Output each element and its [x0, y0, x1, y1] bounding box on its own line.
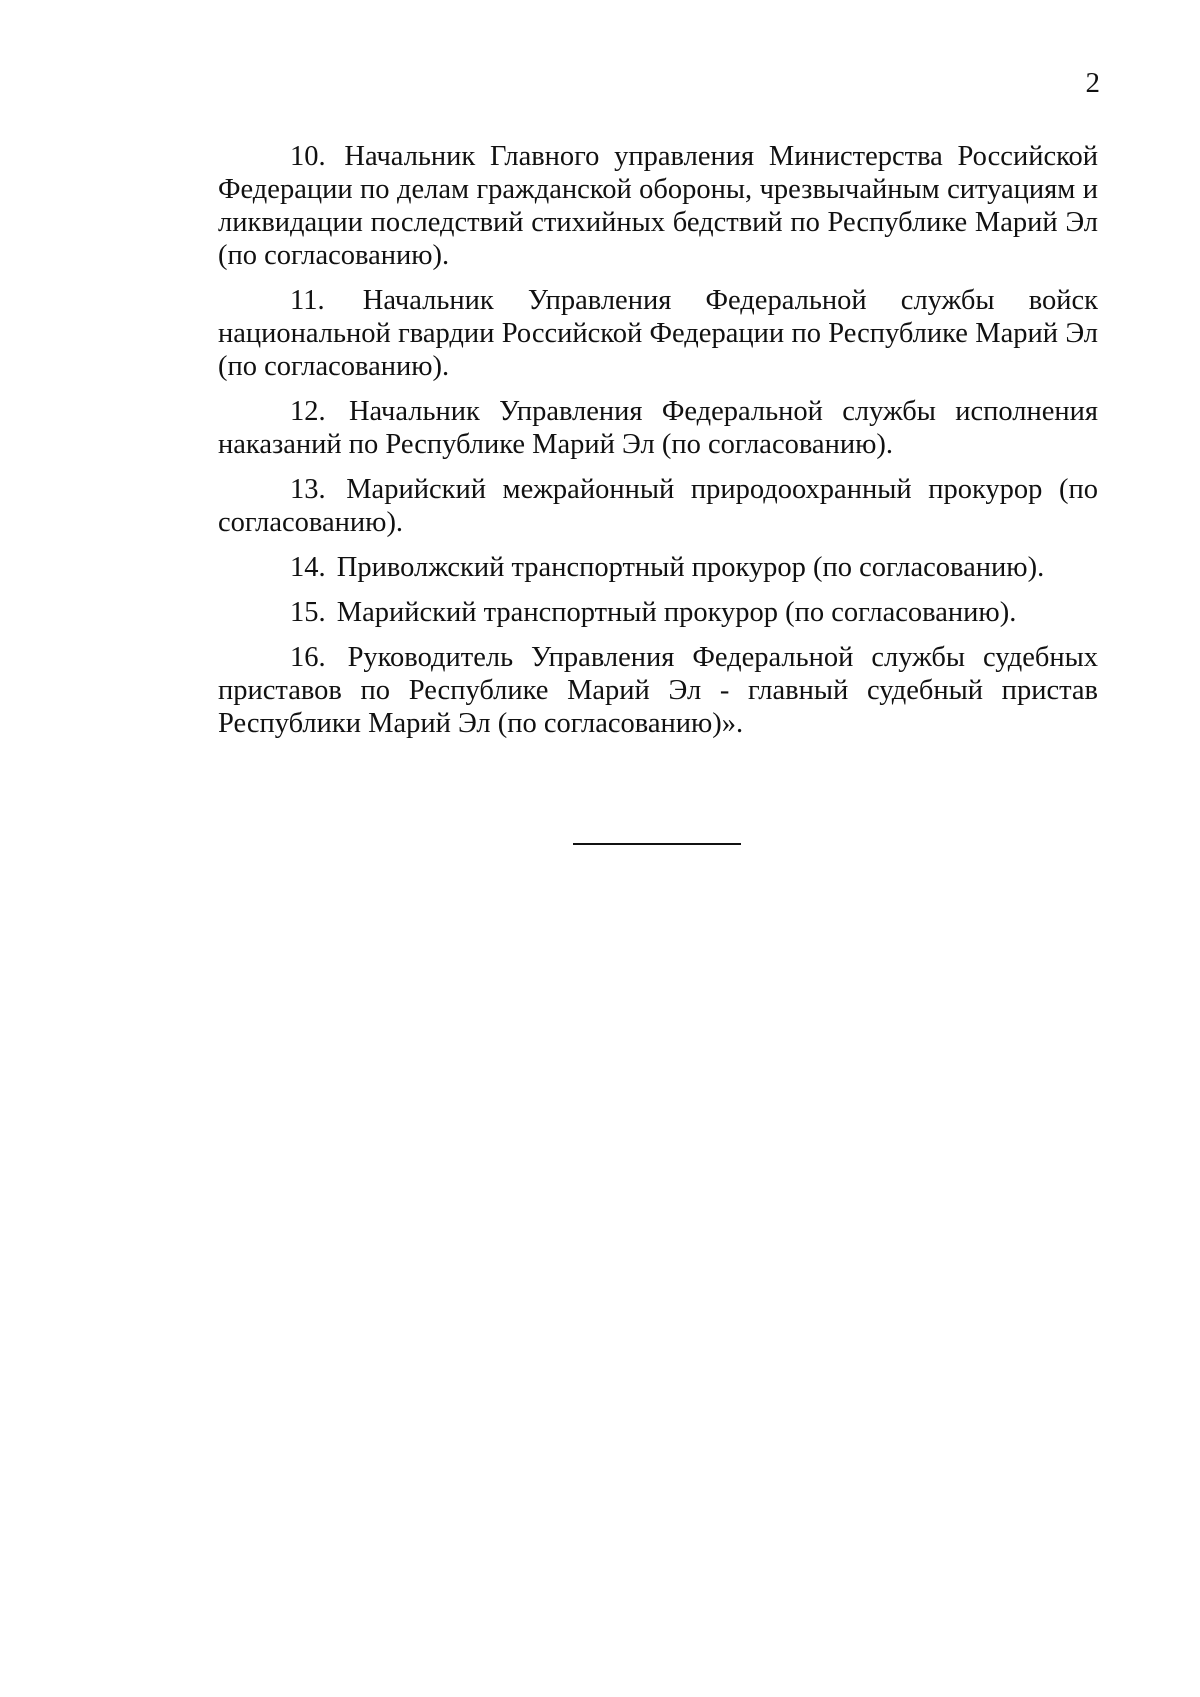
item-number: 15. — [290, 597, 326, 628]
list-item-15 — [218, 596, 1098, 629]
page-number: 2 — [1085, 67, 1100, 99]
list-item-16 — [218, 641, 1098, 740]
end-of-document-rule — [573, 843, 741, 845]
list-item-13 — [218, 473, 1098, 539]
item-text: Приволжский транспортный прокурор (по согласованию). — [336, 552, 1045, 583]
item-number: 10. — [290, 141, 326, 172]
item-text: Руководитель Управления Федеральной службы судебных приставов по Республике Марий Эл - главный судебный пристав Республики Марий Эл (по согласованию)». — [218, 642, 1098, 739]
document-body — [218, 140, 1098, 752]
item-text: Марийский транспортный прокурор (по согласованию). — [336, 597, 1017, 628]
item-number: 13. — [290, 474, 326, 505]
item-text: Начальник Управления Федеральной службы исполнения наказаний по Республике Марий Эл (по согласованию). — [218, 396, 1098, 460]
item-number: 16. — [290, 642, 326, 673]
item-number: 12. — [290, 396, 326, 427]
item-text: Марийский межрайонный природоохранный прокурор (по согласованию). — [218, 474, 1098, 538]
item-number: 14. — [290, 552, 326, 583]
list-item-11 — [218, 284, 1098, 383]
item-text: Начальник Главного управления Министерства Российской Федерации по делам гражданской обороны, чрезвычайным ситуациям и ликвидации последствий стихийных бедствий по Республике Марий Эл (по согласованию). — [218, 141, 1098, 271]
item-number: 11. — [290, 285, 325, 316]
item-text: Начальник Управления Федеральной службы войск национальной гвардии Российской Федерации по Республике Марий Эл (по согласованию). — [218, 285, 1098, 382]
list-item-10 — [218, 140, 1098, 272]
list-item-12 — [218, 395, 1098, 461]
list-item-14 — [218, 551, 1098, 584]
